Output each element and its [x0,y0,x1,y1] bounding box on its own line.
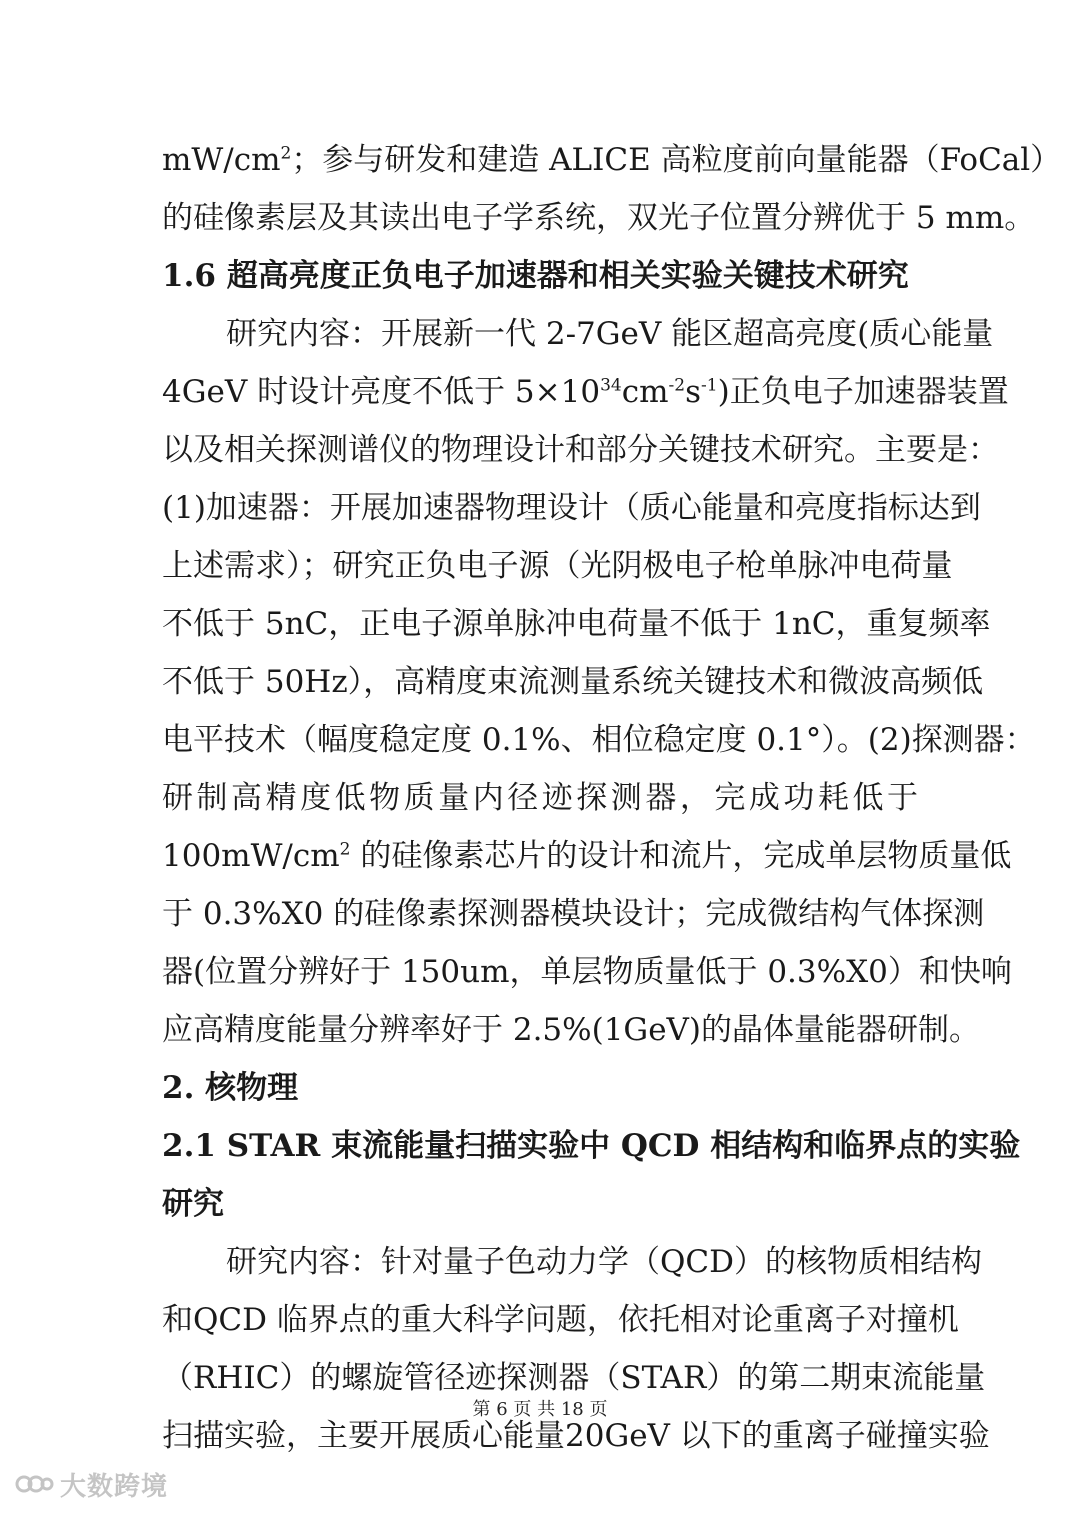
section-heading-1-6 [162,256,918,296]
paragraph-line-21 [162,1300,959,1340]
paragraph-line-16 [162,1010,981,1050]
text-run: 扫描实验，主要开展质心能量20GeV 以下的重离子碰撞实验 [162,1418,990,1454]
paragraph-line-22 [162,1358,986,1398]
paragraph-line-11 [162,720,1036,760]
text-run: (1)加速器：开展加速器物理设计（质心能量和亮度指标达到 [162,490,981,526]
text-run: )正负电子加速器装置 [717,374,1009,410]
text-run: 不低于 50Hz），高精度束流测量系统关键技术和微波高频低 [162,664,984,700]
superscript: 2 [339,839,351,860]
superscript: 34 [600,375,622,396]
paragraph-line-12 [162,778,918,818]
text-run: 上述需求）；研究正负电子源（光阴极电子枪单脉冲电荷量 [162,548,953,584]
text-run: 于 0.3%X0 的硅像素探测器模块设计；完成微结构气体探测 [162,896,985,932]
text-run: mW/cm [162,142,281,178]
text-run: 研究 [162,1186,224,1222]
section-heading-2-1-cont [162,1184,918,1224]
text-run: 4GeV 时设计亮度不低于 5×10 [162,374,601,410]
paragraph-line-15 [162,952,1012,992]
watermark [14,1464,168,1504]
text-run: 研究内容：针对量子色动力学（QCD）的核物质相结构 [226,1244,982,1280]
watermark-text: 大数跨境 [60,1471,169,1502]
paragraph-line-20 [226,1242,982,1282]
paragraph-line-23 [162,1416,990,1456]
section-heading-2 [162,1068,918,1108]
paragraph-line-5 [162,372,1009,412]
paragraph-line-7 [162,488,981,528]
page-number: 第 6 页 共 18 页 [472,1399,608,1420]
paragraph-line-8 [162,546,953,586]
text-run: 以及相关探测谱仪的物理设计和部分关键技术研究。主要是： [162,432,999,468]
text-run: 研究内容：开展新一代 2-7GeV 能区超高亮度(质心能量 [226,316,994,352]
text-run: 应高精度能量分辨率好于 2.5%(1GeV)的晶体量能器研制。 [162,1012,981,1048]
paragraph-line-1 [162,140,1062,180]
text-run: cm [621,374,669,410]
text-run: 2. 核物理 [162,1070,299,1106]
paragraph-line-2 [162,198,1036,238]
text-run: （RHIC）的螺旋管径迹探测器（STAR）的第二期束流能量 [162,1360,986,1396]
text-run: 1.6 超高亮度正负电子加速器和相关实验关键技术研究 [162,258,909,294]
watermark-logo-icon [14,1469,54,1499]
section-heading-2-1 [162,1126,1021,1166]
text-run: 和QCD 临界点的重大科学问题，依托相对论重离子对撞机 [162,1302,959,1338]
paragraph-line-10 [162,662,984,702]
paragraph-line-14 [162,894,985,934]
text-run: 不低于 5nC，正电子源单脉冲电荷量不低于 1nC，重复频率 [162,606,991,642]
text-run: 100mW/cm [162,838,340,874]
text-run: ；参与研发和建造 ALICE 高粒度前向量能器（FoCal） [291,142,1062,178]
text-run: 2.1 STAR 束流能量扫描实验中 QCD 相结构和临界点的实验 [162,1128,1021,1164]
text-run: 的硅像素层及其读出电子学系统，双光子位置分辨优于 5 mm。 [162,200,1036,236]
paragraph-line-13 [162,836,1012,876]
paragraph-line-4 [226,314,994,354]
text-run: 电平技术（幅度稳定度 0.1%、相位稳定度 0.1°）。(2)探测器： [162,722,1036,758]
paragraph-line-6 [162,430,999,470]
text-run: 的硅像素芯片的设计和流片，完成单层物质量低 [350,838,1012,874]
text-run: 研制高精度低物质量内径迹探测器，完成功耗低于 [162,780,918,816]
paragraph-line-9 [162,604,991,644]
superscript: -2 [668,375,686,396]
text-run: 器(位置分辨好于 150um，单层物质量低于 0.3%X0）和快响 [162,954,1012,990]
text-run: s [685,374,702,410]
superscript: 2 [280,143,292,164]
superscript: -1 [701,375,718,396]
